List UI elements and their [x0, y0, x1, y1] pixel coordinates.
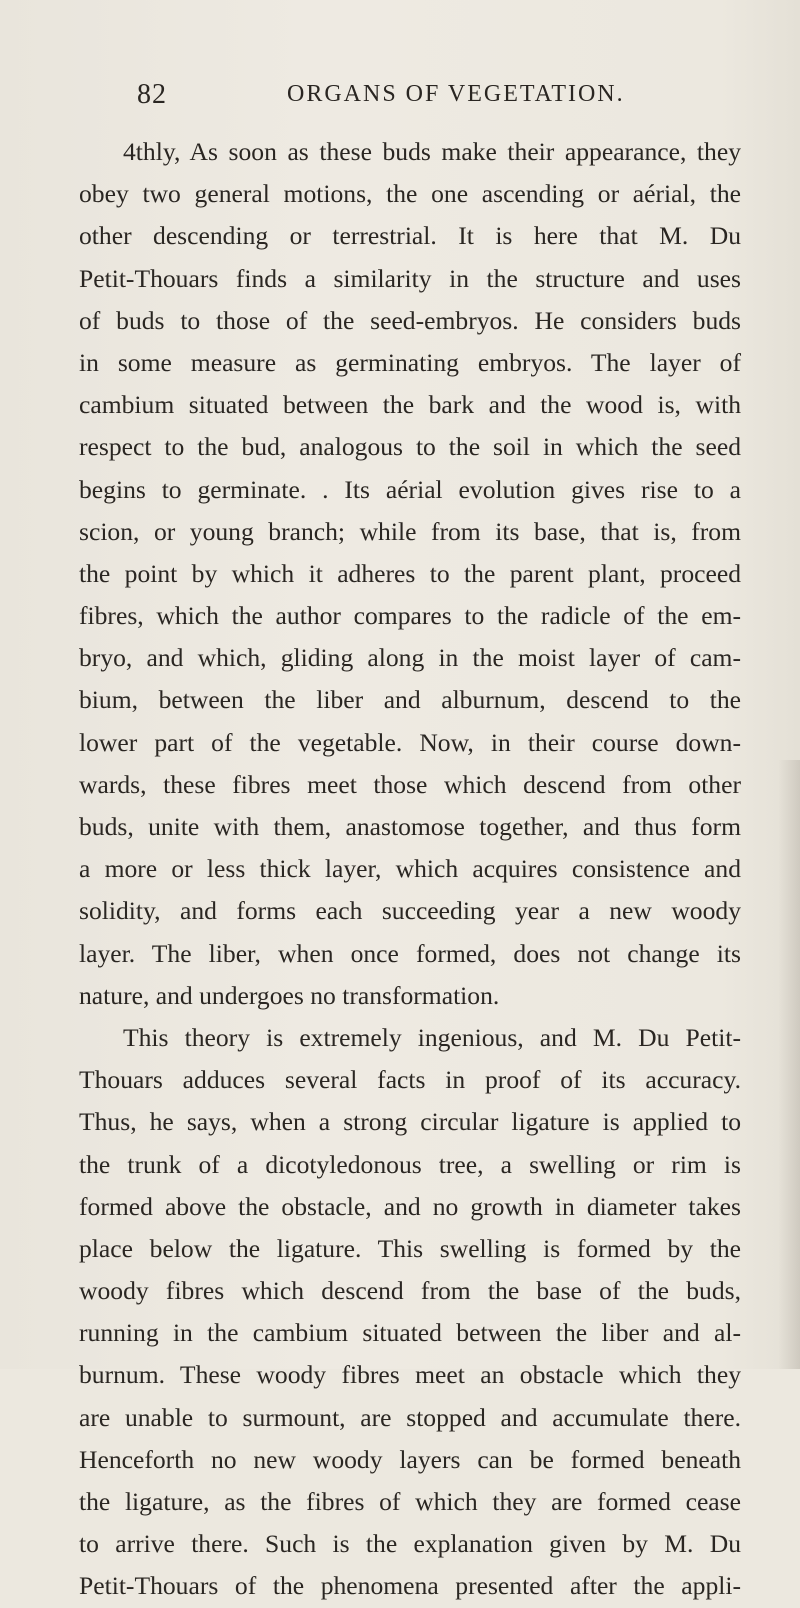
text-line: formed above the obstacle, and no growth in diameter takes [79, 1191, 741, 1221]
text-line: other descending or terrestrial. It is here that M. Du [79, 221, 741, 251]
text-line: the point by which it adheres to the parent plant, proceed [79, 558, 741, 588]
text-line: are unable to surmount, are stopped and accumulate there. [79, 1402, 741, 1432]
body-text [79, 131, 741, 1608]
running-head: ORGANS OF VEGETATION. [287, 81, 625, 107]
text-line: nature, and undergoes no transformation. [79, 980, 500, 1010]
text-line: a more or less thick layer, which acquires consistence and [79, 854, 741, 884]
text-line: wards, these fibres meet those which descend from other [79, 769, 741, 799]
text-line: Petit-Thouars of the phenomena presented after the appli- [79, 1571, 741, 1601]
text-line: lower part of the vegetable. Now, in their course down- [79, 727, 741, 757]
text-line: fibres, which the author compares to the radicle of the em- [79, 601, 741, 631]
text-line: bium, between the liber and alburnum, descend to the [79, 685, 741, 715]
text-line: bryo, and which, gliding along in the moist layer of cam- [79, 643, 741, 673]
text-line: burnum. These woody fibres meet an obstacle which they [79, 1360, 741, 1390]
text-line: of buds to those of the seed-embryos. He considers buds [79, 305, 741, 335]
text-line: the ligature, as the fibres of which they are formed cease [79, 1487, 741, 1516]
text-line: place below the ligature. This swelling is formed by the [79, 1233, 741, 1263]
text-line: to arrive there. Such is the explanation given by M. Du [79, 1529, 741, 1559]
text-line: obey two general motions, the one ascending or aérial, the [79, 179, 741, 209]
text-line: the trunk of a dicotyledonous tree, a swelling or rim is [79, 1149, 741, 1179]
text-line: Thus, he says, when a strong circular ligature is applied to [79, 1107, 741, 1137]
text-line: running in the cambium situated between the liber and al- [79, 1318, 741, 1348]
text-line: Henceforth no new woody layers can be formed beneath [79, 1444, 741, 1474]
page-header [137, 79, 737, 119]
text-line: woody fibres which descend from the base of the buds, [79, 1276, 741, 1306]
text-line: layer. The liber, when once formed, does not change its [79, 938, 741, 968]
text-line: solidity, and forms each succeeding year a new woody [79, 896, 741, 926]
text-line: Petit-Thouars finds a similarity in the structure and uses [79, 263, 741, 293]
text-line: Thouars adduces several facts in proof of its accuracy. [79, 1065, 741, 1095]
page-edge-shadow [778, 760, 800, 1369]
text-line: respect to the bud, analogous to the soil in which the seed [79, 432, 741, 462]
text-line: 4thly, As soon as these buds make their appearance, they [123, 137, 741, 166]
text-line: This theory is extremely ingenious, and M. Du Petit- [123, 1022, 741, 1052]
page-number: 82 [137, 79, 167, 110]
text-line: cambium situated between the bark and the wood is, with [79, 390, 741, 420]
text-line: in some measure as germinating embryos. The layer of [79, 347, 741, 377]
text-line: begins to germinate. . Its aérial evolution gives rise to a [79, 474, 741, 504]
text-line: buds, unite with them, anastomose together, and thus form [79, 812, 741, 841]
text-line: scion, or young branch; while from its base, that is, from [79, 516, 741, 546]
